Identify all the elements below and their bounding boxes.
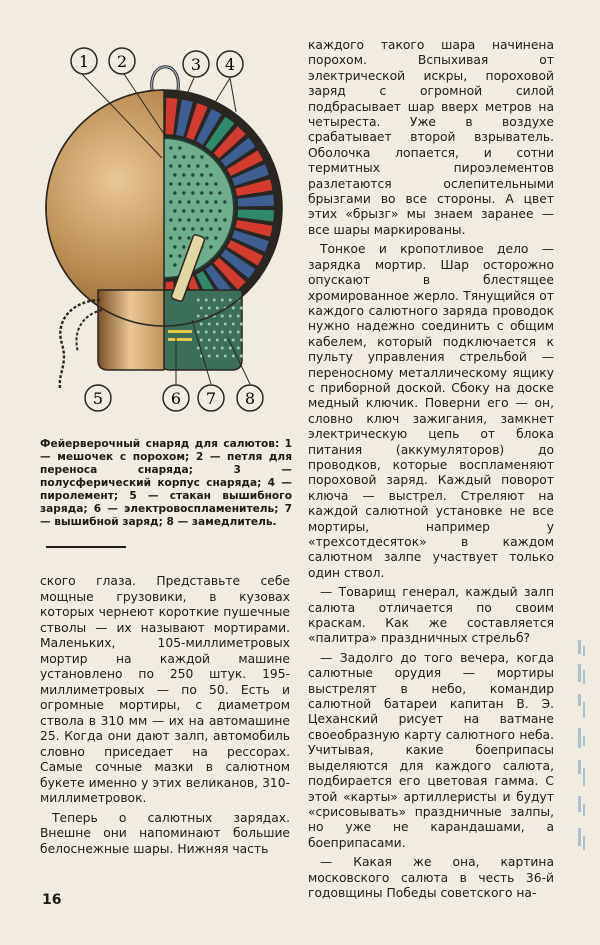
charge-granule [216, 307, 219, 310]
charge-granule [197, 299, 200, 302]
paragraph: Тонкое и кропотливое дело — зарядка мортир. Шар осторожно опускают в блестящее хромированное жерло. Тянущийся от каждого салютного заряда проводок нужно надежно соединить с общим кабелем, который подключается к пульту управления стрельбой — переносному металлическому ящику с приборной доской. Сбоку на доске медный ключик. Поверни его — он, словно ключ зажигания, замкнет электрическую цепь от блока питания (аккумуляторов) до проводков, которые воспламеняют пороховой заряд. Каждый поворот ключа — выстрел. Стреляют на каждой салютной установке не все мортиры, например у «трехсотдесяток» в каждом салютном залпе участвует только один ствол. [308, 242, 554, 580]
charge-granule [240, 323, 243, 326]
charge-granule [240, 339, 243, 342]
charge-granule [197, 315, 200, 318]
charge-granule [237, 331, 240, 334]
charge-granule [200, 307, 203, 310]
label-3 [183, 51, 209, 77]
page-number: 16 [42, 892, 62, 908]
carrying-loop [152, 67, 179, 90]
left-column [40, 574, 290, 861]
powder-granule [178, 254, 181, 257]
charge-granule [213, 299, 216, 302]
charge-granule [205, 299, 208, 302]
charge-granule [197, 347, 200, 350]
powder-granule [214, 200, 217, 203]
paragraph: Теперь о салютных зарядах. Внешне они напоминают большие белоснежные шары. Нижняя часть [40, 810, 290, 856]
powder-granule [182, 191, 185, 194]
powder-granule [187, 200, 190, 203]
charge-granule [221, 347, 224, 350]
powder-granule [182, 245, 185, 248]
charge-granule [229, 347, 232, 350]
scan-edge-stamp [574, 640, 590, 870]
charge-granule [237, 315, 240, 318]
charge-granule [240, 307, 243, 310]
svg-text:3: 3 [190, 55, 202, 74]
section-divider [46, 546, 126, 548]
label-5 [85, 385, 111, 411]
svg-text:7: 7 [205, 389, 217, 408]
powder-granule [200, 155, 203, 158]
powder-granule [178, 146, 181, 149]
charge-granule [232, 355, 235, 358]
powder-granule [169, 182, 172, 185]
powder-granule [205, 164, 208, 167]
svg-text:2: 2 [116, 52, 128, 71]
powder-granule [173, 245, 176, 248]
powder-granule [209, 191, 212, 194]
powder-granule [200, 191, 203, 194]
powder-granule [178, 182, 181, 185]
powder-granule [169, 164, 172, 167]
powder-granule [173, 173, 176, 176]
charge-granule [216, 355, 219, 358]
powder-granule [187, 182, 190, 185]
powder-granule [218, 227, 221, 230]
powder-granule [169, 236, 172, 239]
charge-granule [208, 339, 211, 342]
label-6 [163, 385, 189, 411]
powder-granule [169, 146, 172, 149]
charge-granule [205, 347, 208, 350]
label-1 [71, 48, 97, 74]
firework-shell-diagram [36, 38, 288, 416]
label-7 [198, 385, 224, 411]
charge-granule [200, 339, 203, 342]
powder-granule [187, 218, 190, 221]
charge-granule [208, 323, 211, 326]
paragraph: каждого такого шара начинена порохом. Вспыхивая от электрической искры, пороховой заряд с огромной силой подбрасывает шар вверх метров на четыреста. Уже в воздухе срабатывает второй взрыватель. Оболочка лопается, и сотни термитных пироэлементов разлетаются ослепительными брызгами во все стороны. А цвет этих «брызг» мы знаем заранее — все шары маркированы. [308, 38, 554, 237]
charge-granule [221, 331, 224, 334]
powder-granule [173, 263, 176, 266]
svg-text:1: 1 [78, 52, 90, 71]
charge-granule [229, 299, 232, 302]
powder-granule [223, 200, 226, 203]
powder-granule [200, 209, 203, 212]
charge-granule [216, 323, 219, 326]
powder-granule [218, 191, 221, 194]
svg-text:5: 5 [92, 389, 104, 408]
svg-text:8: 8 [244, 389, 256, 408]
powder-granule [200, 227, 203, 230]
paragraph: — Какая же она, картина московского салюта в честь 36-й годовщины Победы советского на- [308, 855, 554, 900]
charge-granule [205, 331, 208, 334]
powder-granule [223, 218, 226, 221]
powder-granule [196, 164, 199, 167]
powder-granule [173, 191, 176, 194]
powder-granule [214, 236, 217, 239]
powder-granule [196, 200, 199, 203]
label-4 [217, 51, 243, 77]
powder-granule [205, 218, 208, 221]
powder-granule [182, 209, 185, 212]
charge-granule [213, 347, 216, 350]
powder-granule [209, 173, 212, 176]
charge-granule [232, 339, 235, 342]
powder-granule [191, 209, 194, 212]
powder-granule [205, 200, 208, 203]
charge-granule [224, 339, 227, 342]
right-column [308, 38, 554, 905]
powder-granule [218, 209, 221, 212]
powder-granule [209, 245, 212, 248]
paragraph: — Товарищ генерал, каждый залп салюта отличается по своим краскам. Как же составляется «палитра» праздничных стрельб? [308, 585, 554, 646]
svg-text:4: 4 [224, 55, 236, 74]
powder-granule [205, 236, 208, 239]
powder-granule [169, 254, 172, 257]
powder-granule [196, 182, 199, 185]
powder-granule [178, 236, 181, 239]
paragraph: ского глаза. Представьте себе мощные грузовики, в кузовах которых чернеют короткие пушечные стволы — их называют мортирами. Маленьких, 105-миллиметровых мортир на каждой машине установлено по 250 штук. 195-миллиметровых — по 50. Есть и огромные мортиры, с диаметром ствола в 310 мм — их на автомашине 25. Когда они дают залп, автомобиль словно приседает на рессорах. Самые сочные мазки в салютном букете именно у этих великанов, 310-миллиметровок. [40, 574, 290, 805]
powder-granule [191, 227, 194, 230]
svg-text:6: 6 [170, 389, 182, 408]
igniter [168, 330, 192, 333]
label-8 [237, 385, 263, 411]
charge-granule [200, 323, 203, 326]
charge-granule [229, 315, 232, 318]
charge-granule [232, 323, 235, 326]
powder-granule [182, 227, 185, 230]
charge-granule [208, 307, 211, 310]
powder-granule [178, 200, 181, 203]
charge-granule [197, 331, 200, 334]
charge-granule [213, 331, 216, 334]
powder-granule [178, 164, 181, 167]
figure-caption [40, 438, 292, 529]
caption-text: Фейерверочный снаряд для салютов: 1 — мешочек с порохом; 2 — петля для переноса снаряда; 3 — полусферический корпус снаряда; 4 — пиролемент; 5 — стакан вышибного заряда; 6 — электровоспламенитель; 7 — вышибной заряд; 8 — замедлитель. [40, 438, 292, 528]
powder-granule [214, 182, 217, 185]
fuse-cord [60, 300, 100, 388]
powder-granule [214, 218, 217, 221]
powder-granule [173, 209, 176, 212]
powder-granule [205, 182, 208, 185]
charge-granule [221, 299, 224, 302]
powder-granule [191, 191, 194, 194]
powder-granule [182, 173, 185, 176]
powder-granule [173, 227, 176, 230]
powder-granule [209, 209, 212, 212]
charge-granule [237, 347, 240, 350]
powder-granule [209, 227, 212, 230]
powder-granule [200, 173, 203, 176]
charge-granule [221, 315, 224, 318]
powder-granule [169, 200, 172, 203]
charge-granule [229, 331, 232, 334]
powder-granule [191, 155, 194, 158]
charge-granule [224, 355, 227, 358]
charge-granule [208, 355, 211, 358]
powder-granule [178, 218, 181, 221]
paragraph: — Задолго до того вечера, когда салютные орудия — мортиры выстрелят в небо, командир салютной батареи капитан В. Э. Цеханский рисует на ватмане своеобразную карту салютного неба. Учитывая, какие боеприпасы выделяются для каждого салюта, подбирается его цветовая гамма. С этой «карты» артиллеристы и будут «срисовывать» праздничные залпы, но уже не карандашами, а боеприпасами. [308, 650, 554, 850]
charge-granule [216, 339, 219, 342]
powder-granule [187, 236, 190, 239]
powder-granule [173, 155, 176, 158]
powder-granule [169, 218, 172, 221]
powder-granule [191, 173, 194, 176]
label-2 [109, 48, 135, 74]
powder-granule [196, 218, 199, 221]
powder-granule [182, 155, 185, 158]
charge-granule [240, 355, 243, 358]
charge-granule [224, 323, 227, 326]
charge-granule [232, 307, 235, 310]
powder-granule [187, 164, 190, 167]
